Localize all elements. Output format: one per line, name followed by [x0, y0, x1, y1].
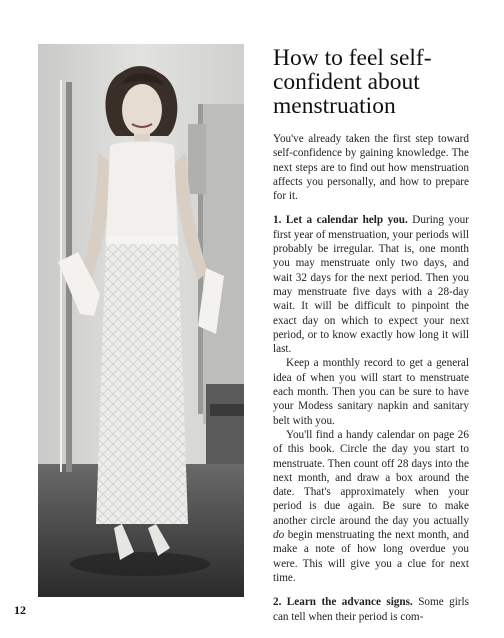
intro-paragraph: You've already taken the first step toward self-confidence by gaining knowledge. The next steps are to find out how menstruation affects you personally, and how to prepare for it.	[273, 133, 469, 203]
step-2-heading: 2. Learn the advance signs.	[273, 596, 413, 609]
step-2-paragraph	[273, 595, 469, 624]
calendar-instructions-emphasis: do	[273, 529, 285, 542]
model-photo	[38, 44, 244, 597]
step-1-paragraph	[273, 213, 469, 356]
step-1-text: During your first year of menstruation, your periods will probably be irregular. That is, one month you may menstruate only two days, and wait 32 days for the next period. Then you may menstruate five days with a 28-day wait. It will be difficult to pinpoint the exact day on which to expect your next period, or to know exactly how long it will last.	[273, 214, 469, 356]
calendar-record-paragraph: Keep a monthly record to get a general idea of when you will start to menstruate each month. Then you can be sure to have your Modess sanitary napkin and sanitary belt with you.	[273, 357, 469, 427]
calendar-instructions-text-2: begin menstruating the next month, and make a note of how long overdue you were. This will give you a clue for next time.	[273, 529, 469, 584]
article-title: How to feel self-confident about menstruation	[273, 45, 432, 119]
calendar-instructions-text-1: You'll find a handy calendar on page 26 of this book. Circle the day you start to menstruate. Then count off 28 days into the next month, and draw a box around the date. That's approximately when your period is due again. Be sure to make another circle around the day you actually	[273, 428, 469, 527]
page-number: 12	[14, 603, 26, 617]
model-photo-illustration	[38, 44, 244, 597]
step-1-heading: 1. Let a calendar help you.	[273, 214, 408, 227]
calendar-instructions-paragraph	[273, 428, 469, 585]
step-2-text: Some girls can tell when their period is com-	[273, 596, 469, 623]
article-column	[273, 46, 469, 624]
